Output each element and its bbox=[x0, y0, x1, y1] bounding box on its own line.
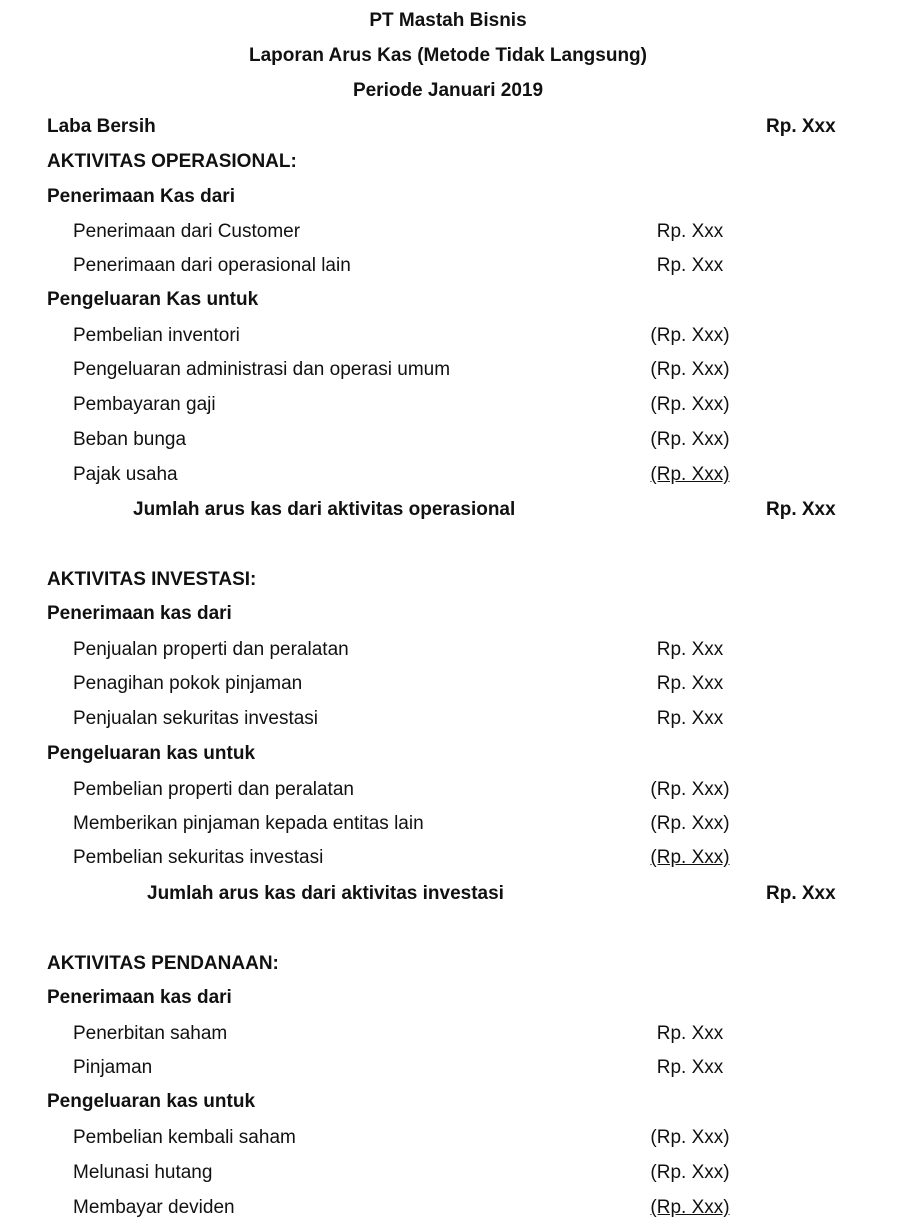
line-item-label: Penjualan sekuritas investasi bbox=[73, 708, 319, 729]
operating-payments-heading bbox=[0, 283, 920, 317]
line-item-value: (Rp. Xxx) bbox=[650, 359, 730, 380]
line-item-label: Penerimaan dari operasional lain bbox=[73, 255, 351, 276]
operating-receipts-heading bbox=[0, 180, 920, 214]
operating-payments-title: Pengeluaran Kas untuk bbox=[47, 289, 259, 310]
report-title: Laporan Arus Kas (Metode Tidak Langsung) bbox=[249, 45, 647, 66]
investing-payments-heading bbox=[0, 737, 920, 771]
line-item-label: Beban bunga bbox=[73, 429, 187, 450]
table-row bbox=[0, 773, 920, 807]
table-row bbox=[0, 353, 920, 387]
line-item-value: Rp. Xxx bbox=[656, 673, 724, 694]
line-item-value: Rp. Xxx bbox=[656, 1023, 724, 1044]
line-item-value: (Rp. Xxx) bbox=[650, 847, 730, 868]
operating-section-title bbox=[0, 145, 920, 179]
table-row bbox=[0, 423, 920, 457]
line-item-label: Pembelian inventori bbox=[73, 325, 240, 346]
financing-title: AKTIVITAS PENDANAAN: bbox=[47, 953, 279, 974]
net-income-row bbox=[0, 110, 920, 144]
line-item-value: (Rp. Xxx) bbox=[650, 429, 730, 450]
line-item-label: Penerbitan saham bbox=[73, 1023, 228, 1044]
operating-receipts-title: Penerimaan Kas dari bbox=[47, 186, 235, 207]
line-item-label: Pengeluaran administrasi dan operasi umum bbox=[73, 359, 451, 380]
line-item-label: Pembayaran gaji bbox=[73, 394, 216, 415]
investing-total-row bbox=[0, 877, 920, 911]
investing-section-title bbox=[0, 563, 920, 597]
line-item-label: Penjualan properti dan peralatan bbox=[73, 639, 349, 660]
line-item-label: Pinjaman bbox=[73, 1057, 153, 1078]
financing-receipts-heading bbox=[0, 981, 920, 1015]
line-item-label: Melunasi hutang bbox=[73, 1162, 213, 1183]
company-name: PT Mastah Bisnis bbox=[369, 10, 527, 31]
line-item-value: Rp. Xxx bbox=[656, 708, 724, 729]
financing-section-title bbox=[0, 947, 920, 981]
operating-title: AKTIVITAS OPERASIONAL: bbox=[47, 151, 297, 172]
table-row bbox=[0, 1051, 920, 1085]
table-row bbox=[0, 1017, 920, 1051]
line-item-label: Penerimaan dari Customer bbox=[73, 221, 301, 242]
line-item-value: Rp. Xxx bbox=[656, 1057, 724, 1078]
table-row bbox=[0, 1156, 920, 1190]
operating-total-label: Jumlah arus kas dari aktivitas operasional bbox=[133, 499, 516, 520]
table-row bbox=[0, 458, 920, 492]
line-item-value: (Rp. Xxx) bbox=[650, 394, 730, 415]
line-item-label: Pajak usaha bbox=[73, 464, 178, 485]
operating-total-value: Rp. Xxx bbox=[766, 499, 836, 520]
table-row bbox=[0, 1191, 920, 1225]
line-item-label: Memberikan pinjaman kepada entitas lain bbox=[73, 813, 424, 834]
line-item-value: Rp. Xxx bbox=[656, 221, 724, 242]
line-item-label: Pembelian properti dan peralatan bbox=[73, 779, 354, 800]
line-item-value: (Rp. Xxx) bbox=[650, 779, 730, 800]
line-item-label: Penagihan pokok pinjaman bbox=[73, 673, 303, 694]
investing-title: AKTIVITAS INVESTASI: bbox=[47, 569, 257, 590]
line-item-value: (Rp. Xxx) bbox=[650, 325, 730, 346]
line-item-label: Pembelian kembali saham bbox=[73, 1127, 296, 1148]
investing-payments-title: Pengeluaran kas untuk bbox=[47, 743, 256, 764]
investing-receipts-heading bbox=[0, 597, 920, 631]
financing-receipts-title: Penerimaan kas dari bbox=[47, 987, 232, 1008]
table-row bbox=[0, 667, 920, 701]
table-row bbox=[0, 215, 920, 249]
table-row bbox=[0, 319, 920, 353]
line-item-value: Rp. Xxx bbox=[656, 255, 724, 276]
investing-total-value: Rp. Xxx bbox=[766, 883, 836, 904]
table-row bbox=[0, 841, 920, 875]
line-item-value: (Rp. Xxx) bbox=[650, 1127, 730, 1148]
net-income-value: Rp. Xxx bbox=[766, 116, 836, 137]
table-row bbox=[0, 1121, 920, 1155]
table-row bbox=[0, 249, 920, 283]
table-row bbox=[0, 807, 920, 841]
investing-total-label: Jumlah arus kas dari aktivitas investasi bbox=[147, 883, 504, 904]
line-item-label: Pembelian sekuritas investasi bbox=[73, 847, 324, 868]
line-item-label: Membayar deviden bbox=[73, 1197, 235, 1218]
table-row bbox=[0, 633, 920, 667]
net-income-label: Laba Bersih bbox=[47, 116, 156, 137]
line-item-value: (Rp. Xxx) bbox=[650, 464, 730, 485]
table-row bbox=[0, 702, 920, 736]
investing-receipts-title: Penerimaan kas dari bbox=[47, 603, 232, 624]
table-row bbox=[0, 388, 920, 422]
line-item-value: (Rp. Xxx) bbox=[650, 1197, 730, 1218]
line-item-value: (Rp. Xxx) bbox=[650, 1162, 730, 1183]
line-item-value: Rp. Xxx bbox=[656, 639, 724, 660]
financing-payments-title: Pengeluaran kas untuk bbox=[47, 1091, 256, 1112]
report-period: Periode Januari 2019 bbox=[352, 80, 544, 101]
financing-payments-heading bbox=[0, 1085, 920, 1119]
operating-total-row bbox=[0, 493, 920, 527]
line-item-value: (Rp. Xxx) bbox=[650, 813, 730, 834]
